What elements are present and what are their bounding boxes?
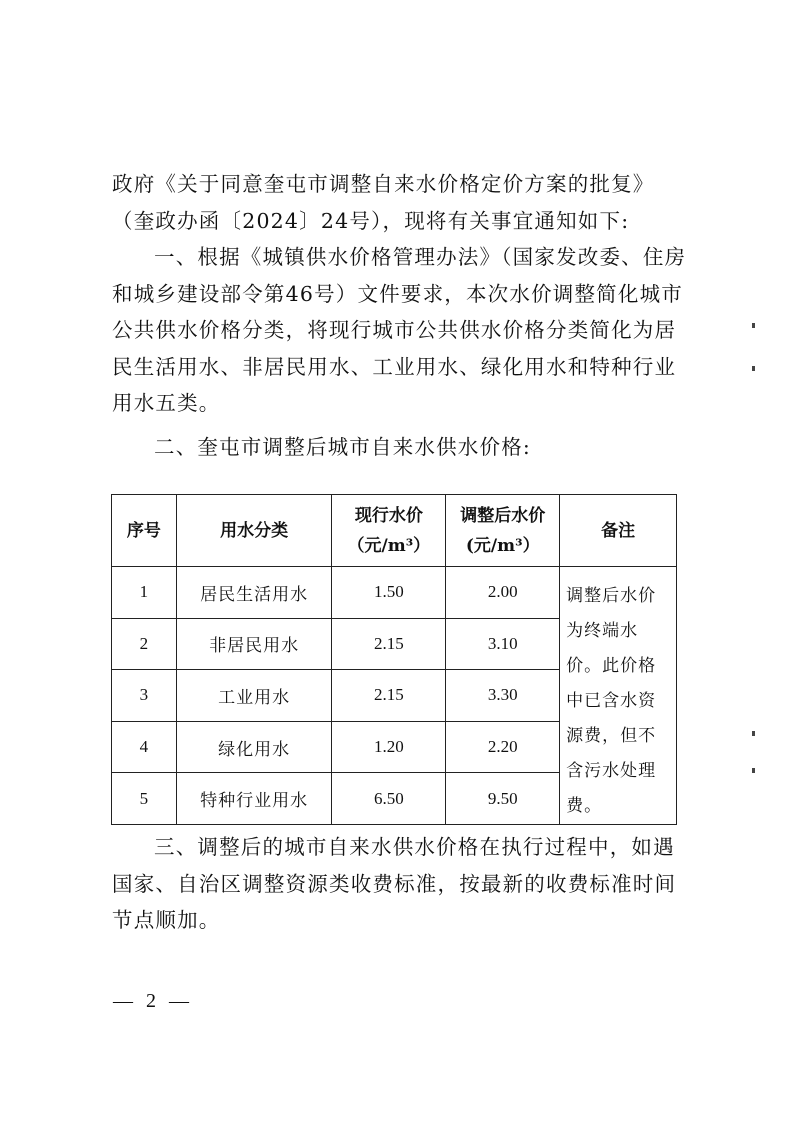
row-adjusted-price: 3.10 — [446, 618, 560, 670]
row-seq: 5 — [112, 773, 177, 825]
section-two-paragraph: 二、奎屯市调整后城市自来水供水价格: — [154, 435, 532, 459]
section-three-paragraph: 三、调整后的城市自来水供水价格在执行过程中，如遇国家、自治区调整资源类收费标准，按最新的收费标准时间节点顺加。 — [112, 835, 677, 932]
scan-speck — [752, 366, 755, 371]
row-current-price: 1.50 — [332, 567, 446, 619]
header-adjusted-price-line1: 调整后水价 — [460, 505, 546, 526]
header-adjusted-price-unit: (元/m³） — [465, 535, 540, 556]
page-number: — 2 — — [113, 990, 193, 1012]
water-price-table — [111, 494, 677, 825]
table-row — [112, 567, 677, 619]
row-adjusted-price: 2.00 — [446, 567, 560, 619]
row-category: 特种行业用水 — [176, 773, 332, 825]
row-seq: 1 — [112, 567, 177, 619]
row-current-price: 1.20 — [332, 721, 446, 773]
scan-speck — [752, 731, 755, 736]
row-category: 工业用水 — [176, 670, 332, 722]
header-category: 用水分类 — [176, 495, 332, 567]
row-current-price: 6.50 — [332, 773, 446, 825]
row-adjusted-price: 2.20 — [446, 721, 560, 773]
row-current-price: 2.15 — [332, 670, 446, 722]
row-category: 居民生活用水 — [176, 567, 332, 619]
row-current-price: 2.15 — [332, 618, 446, 670]
header-seq: 序号 — [112, 495, 177, 567]
scan-speck — [752, 323, 755, 328]
header-current-price-line1: 现行水价 — [354, 505, 423, 526]
row-adjusted-price: 9.50 — [446, 773, 560, 825]
row-category: 绿化用水 — [176, 721, 332, 773]
row-seq: 4 — [112, 721, 177, 773]
table-header-row — [112, 495, 677, 567]
row-adjusted-price: 3.30 — [446, 670, 560, 722]
header-adjusted-price — [446, 495, 560, 567]
row-category: 非居民用水 — [176, 618, 332, 670]
row-seq: 2 — [112, 618, 177, 670]
header-remarks: 备注 — [560, 495, 677, 567]
row-seq: 3 — [112, 670, 177, 722]
section-one-paragraph: 一、根据《城镇供水价格管理办法》（国家发改委、住房和城乡建设部令第46号）文件要求，本次水价调整简化城市公共供水价格分类，将现行城市公共供水价格分类简化为居民生活用水、非居民用水、工业用水、绿化用水和特种行业用水五类。 — [112, 245, 687, 415]
intro-paragraph: 政府《关于同意奎屯市调整自来水价格定价方案的批复》（奎政办函〔2024〕24号），现将有关事宜通知如下: — [112, 172, 655, 233]
scan-speck — [752, 768, 755, 773]
remarks-note: 调整后水价为终端水价。此价格中已含水资源费，但不含污水处理费。 — [560, 567, 677, 825]
header-current-price-unit: （元/m³） — [347, 535, 431, 556]
header-current-price — [332, 495, 446, 567]
